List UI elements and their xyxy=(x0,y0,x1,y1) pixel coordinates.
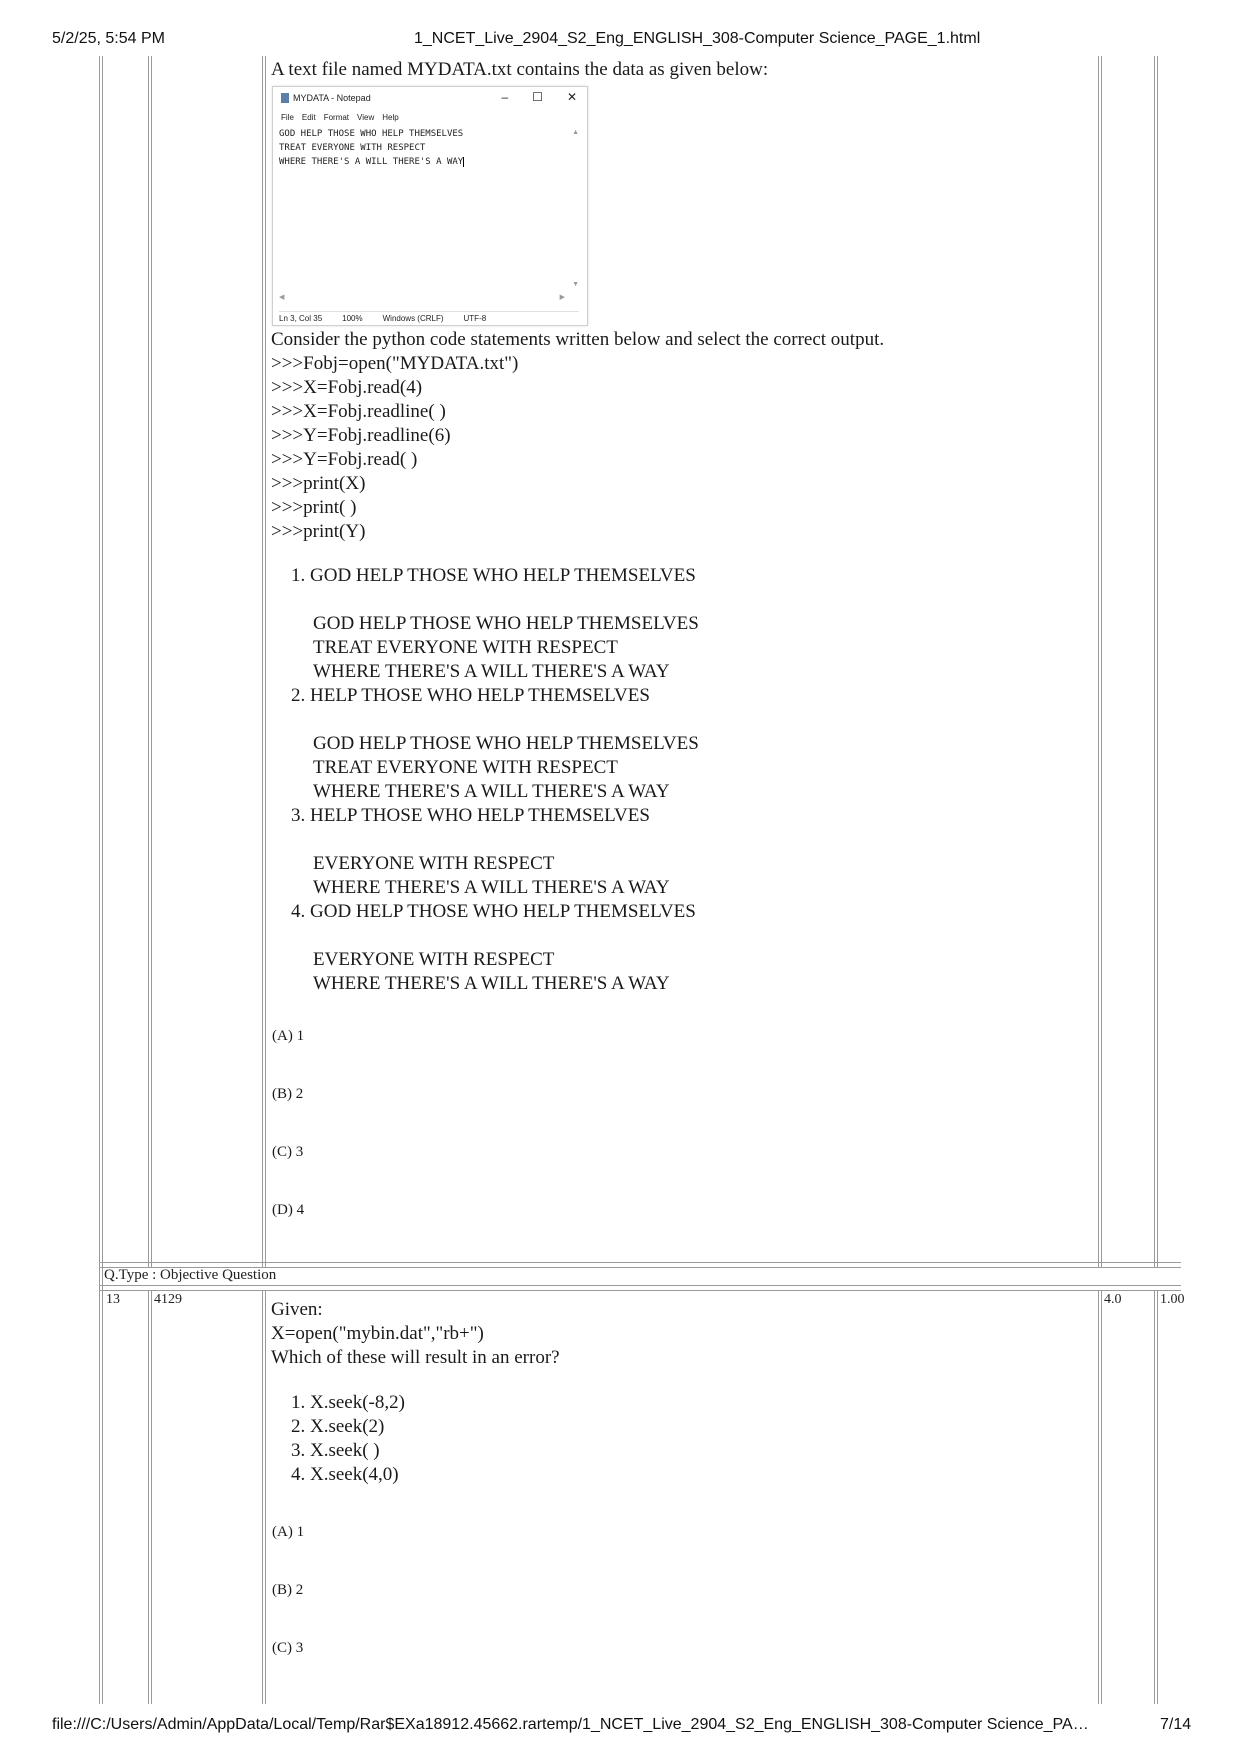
option-a: (A) 1 xyxy=(272,1028,305,1044)
choice-line: EVERYONE WITH RESPECT xyxy=(313,853,555,874)
question-text: Given: xyxy=(271,1299,323,1320)
choice-line: TREAT EVERYONE WITH RESPECT xyxy=(313,757,618,778)
notepad-line-last xyxy=(279,155,559,169)
choice-line: WHERE THERE'S A WILL THERE'S A WAY xyxy=(313,877,670,898)
code-line: >>>print(X) xyxy=(271,473,366,494)
question-number: 13 xyxy=(106,1292,120,1307)
notepad-line: TREAT EVERYONE WITH RESPECT xyxy=(279,143,426,153)
choice-line: WHERE THERE'S A WILL THERE'S A WAY xyxy=(313,973,670,994)
table-border xyxy=(99,1285,1181,1286)
table-border xyxy=(265,56,266,1268)
table-border xyxy=(1157,1290,1158,1704)
table-border xyxy=(1098,1290,1099,1704)
notepad-screenshot xyxy=(272,86,588,326)
question-text: X=open("mybin.dat","rb+") xyxy=(271,1323,484,1344)
code-line: >>>Fobj=open("MYDATA.txt") xyxy=(271,353,519,374)
table-border xyxy=(151,1290,152,1704)
menu-help: Help xyxy=(382,113,399,122)
choice-line: EVERYONE WITH RESPECT xyxy=(313,949,555,970)
status-line-ending: Windows (CRLF) xyxy=(382,314,444,323)
choice-line: WHERE THERE'S A WILL THERE'S A WAY xyxy=(313,661,670,682)
status-encoding: UTF-8 xyxy=(463,314,487,323)
notepad-statusbar xyxy=(279,311,579,323)
table-border xyxy=(1101,56,1102,1268)
status-zoom: 100% xyxy=(342,314,363,323)
option-c: (C) 3 xyxy=(272,1640,304,1656)
table-border xyxy=(99,56,100,1704)
text-caret xyxy=(463,157,464,167)
code-line: >>>X=Fobj.read(4) xyxy=(271,377,423,398)
table-border xyxy=(99,1262,1181,1263)
question-marks: 4.0 xyxy=(1104,1292,1122,1307)
question-intro: A text file named MYDATA.txt contains the data as given below: xyxy=(271,59,769,80)
menu-view: View xyxy=(357,113,375,122)
window-controls xyxy=(501,90,577,104)
minimize-icon: – xyxy=(501,90,509,104)
page-number: 7/14 xyxy=(1160,1716,1192,1733)
notepad-line: GOD HELP THOSE WHO HELP THEMSELVES xyxy=(279,129,464,139)
print-page-title: 1_NCET_Live_2904_S2_Eng_ENGLISH_308-Computer Science_PAGE_1.html xyxy=(414,30,981,47)
choice-item: 1. GOD HELP THOSE WHO HELP THEMSELVES xyxy=(291,565,696,586)
scroll-up-icon: ▲ xyxy=(572,129,579,136)
option-d: (D) 4 xyxy=(272,1202,305,1218)
maximize-icon: ☐ xyxy=(532,90,543,104)
close-icon: ✕ xyxy=(566,90,577,104)
code-line: >>>Y=Fobj.readline(6) xyxy=(271,425,451,446)
choice-item: 1. X.seek(-8,2) xyxy=(291,1392,405,1413)
notepad-title xyxy=(281,93,371,103)
code-line: >>>print(Y) xyxy=(271,521,366,542)
choice-item: 3. HELP THOSE WHO HELP THEMSELVES xyxy=(291,805,650,826)
notepad-title-text: MYDATA - Notepad xyxy=(293,93,371,103)
table-border xyxy=(99,1290,1181,1291)
code-line: >>>print( ) xyxy=(271,497,357,518)
choice-line: WHERE THERE'S A WILL THERE'S A WAY xyxy=(313,781,670,802)
table-border xyxy=(1098,56,1099,1268)
code-line: >>>Y=Fobj.read( ) xyxy=(271,449,418,470)
status-position: Ln 3, Col 35 xyxy=(279,314,323,323)
notepad-content xyxy=(279,127,559,169)
table-border xyxy=(262,56,263,1268)
scroll-left-icon: ◀ xyxy=(279,294,285,301)
scroll-right-icon: ▶ xyxy=(559,294,565,301)
code-line: >>>X=Fobj.readline( ) xyxy=(271,401,446,422)
table-border xyxy=(262,1290,263,1704)
scroll-down-icon: ▼ xyxy=(572,281,579,288)
menu-file: File xyxy=(281,113,294,122)
table-border xyxy=(148,1290,149,1704)
option-b: (B) 2 xyxy=(272,1582,304,1598)
question-prompt: Consider the python code statements written below and select the correct output. xyxy=(271,329,885,350)
menu-edit: Edit xyxy=(301,113,316,122)
notepad-menu xyxy=(281,113,399,122)
table-border xyxy=(1101,1290,1102,1704)
negative-marks: 1.00 xyxy=(1160,1292,1185,1307)
notepad-icon xyxy=(281,93,289,103)
choice-item: 2. HELP THOSE WHO HELP THEMSELVES xyxy=(291,685,650,706)
question-type: Q.Type : Objective Question xyxy=(104,1267,277,1283)
table-border xyxy=(151,56,152,1268)
table-border xyxy=(1154,56,1155,1268)
choice-item: 2. X.seek(2) xyxy=(291,1416,385,1437)
table-border xyxy=(148,56,149,1268)
table-border xyxy=(1154,1290,1155,1704)
choice-item: 4. X.seek(4,0) xyxy=(291,1464,399,1485)
choice-line: TREAT EVERYONE WITH RESPECT xyxy=(313,637,618,658)
notepad-line-text: WHERE THERE'S A WILL THERE'S A WAY xyxy=(279,157,464,167)
print-datetime: 5/2/25, 5:54 PM xyxy=(52,30,165,47)
option-c: (C) 3 xyxy=(272,1144,304,1160)
question-id: 4129 xyxy=(154,1292,182,1307)
file-path: file:///C:/Users/Admin/AppData/Local/Temp/Rar$EXa18912.45662.rartemp/1_NCET_Live_2904_S2_Eng_ENGLISH_308-Computer Science_PA… xyxy=(52,1716,1089,1733)
table-border xyxy=(265,1290,266,1704)
option-a: (A) 1 xyxy=(272,1524,305,1540)
question-text: Which of these will result in an error? xyxy=(271,1347,560,1368)
option-b: (B) 2 xyxy=(272,1086,304,1102)
choice-line: GOD HELP THOSE WHO HELP THEMSELVES xyxy=(313,733,699,754)
table-border xyxy=(1157,56,1158,1268)
table-border xyxy=(102,56,103,1704)
menu-format: Format xyxy=(323,113,350,122)
choice-item: 4. GOD HELP THOSE WHO HELP THEMSELVES xyxy=(291,901,696,922)
choice-line: GOD HELP THOSE WHO HELP THEMSELVES xyxy=(313,613,699,634)
choice-item: 3. X.seek( ) xyxy=(291,1440,380,1461)
